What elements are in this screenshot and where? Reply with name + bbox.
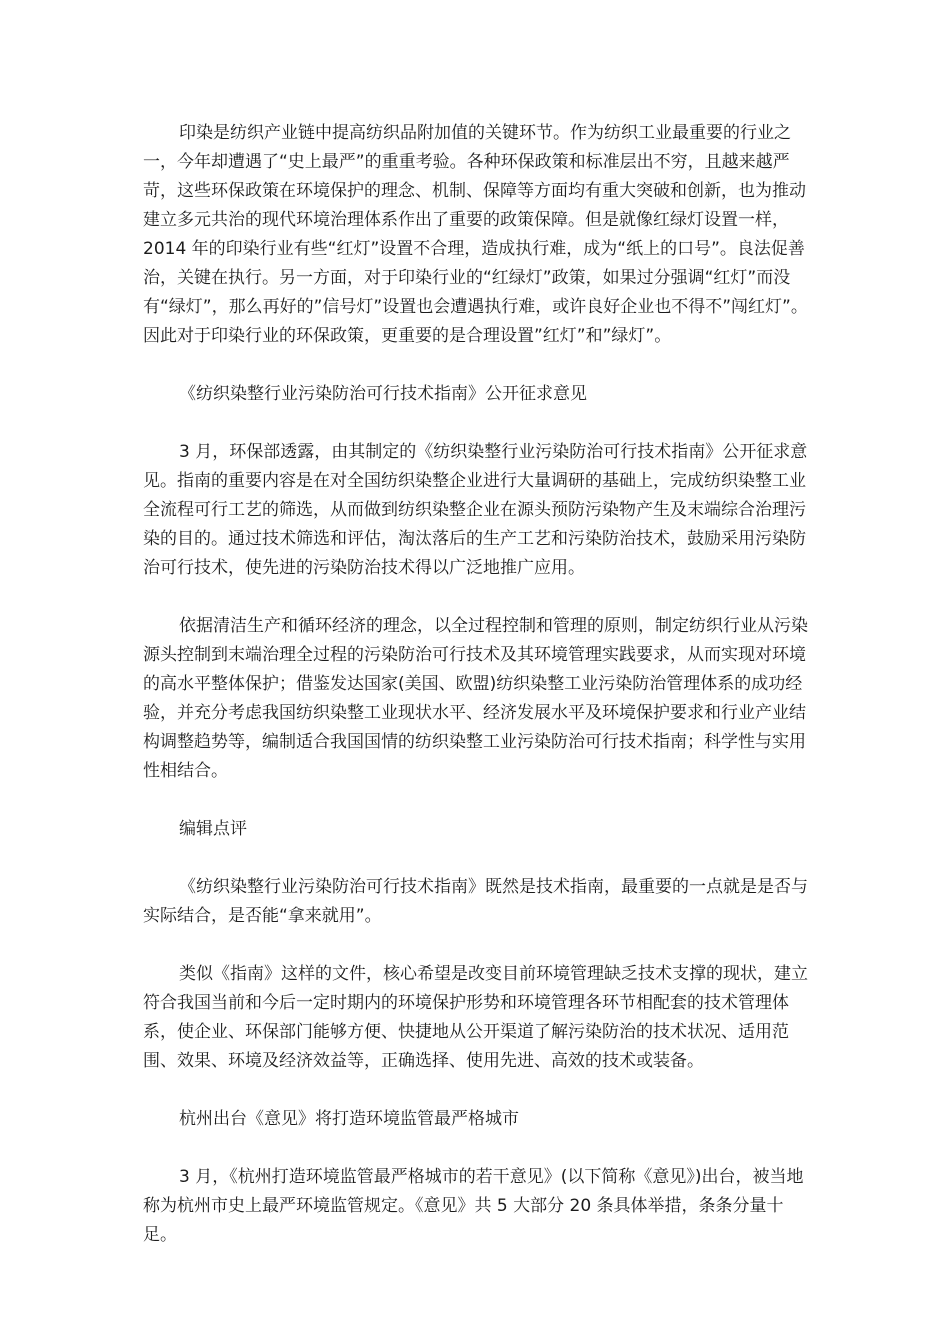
section-heading-hangzhou-opinion: 杭州出台《意见》将打造环境监管最严格城市 — [179, 1109, 519, 1129]
section-heading-technical-guide: 《纺织染整行业污染防治可行技术指南》公开征求意见 — [179, 384, 587, 404]
paragraph-editor-comment-2: 类似《指南》这样的文件，核心希望是改变目前环境管理缺乏技术支撑的现状，建立符合我国当前和今后一定时期内的环境保护形势和环境管理各环节相配套的技术管理体系，使企业、环保部门能够方便、快捷地从公开渠道了解污染防治的技术状况、适用范围、效果、环境及经济效益等，正确选择、使用先进、高效的技术或装备。 — [143, 964, 808, 1071]
paragraph-guide-consultation: 3 月，环保部透露，由其制定的《纺织染整行业污染防治可行技术指南》公开征求意见。指南的重要内容是在对全国纺织染整企业进行大量调研的基础上，完成纺织染整工业全流程可行工艺的筛选，从而做到纺织染整企业在源头预防污染物产生及末端综合治理污染的目的。通过技术筛选和评估，淘汰落后的生产工艺和污染防治技术，鼓励采用污染防治可行技术，使先进的污染防治技术得以广泛地推广应用。 — [143, 442, 808, 578]
section-heading-editor-comment: 编辑点评 — [179, 819, 247, 839]
paragraph-editor-comment-1: 《纺织染整行业污染防治可行技术指南》既然是技术指南，最重要的一点就是是否与实际结合，是否能“拿来就用”。 — [143, 877, 808, 926]
document-body — [143, 119, 815, 1279]
paragraph-hangzhou-opinion: 3 月，《杭州打造环境监管最严格城市的若干意见》(以下简称《意见》)出台，被当地称为杭州市史上最严环境监管规定。《意见》共 5 大部分 20 条具体举措，条条分量十足。 — [143, 1167, 804, 1245]
paragraph-guide-principles: 依据清洁生产和循环经济的理念，以全过程控制和管理的原则，制定纺织行业从污染源头控制到末端治理全过程的污染防治可行技术及其环境管理实践要求，从而实现对环境的高水平整体保护；借鉴发达国家(美国、欧盟)纺织染整工业污染防治管理体系的成功经验，并充分考虑我国纺织染整工业现状水平、经济发展水平及环境保护要求和行业产业结构调整趋势等，编制适合我国国情的纺织染整工业污染防治可行技术指南；科学性与实用性相结合。 — [143, 616, 808, 781]
paragraph-printing-dyeing-intro: 印染是纺织产业链中提高纺织品附加值的关键环节。作为纺织工业最重要的行业之一，今年却遭遇了“史上最严”的重重考验。各种环保政策和标准层出不穷，且越来越严苛，这些环保政策在环境保护的理念、机制、保障等方面均有重大突破和创新，也为推动建立多元共治的现代环境治理体系作出了重要的政策保障。但是就像红绿灯设置一样，2014 年的印染行业有些“红灯”设置不合理，造成执行难，成为“纸上的口号”。良法促善治，关键在执行。另一方面，对于印染行业的“红绿灯”政策，如果过分强调“红灯”而没有“绿灯”，那么再好的”信号灯”设置也会遭遇执行难，或许良好企业也不得不”闯红灯”。因此对于印染行业的环保政策，更重要的是合理设置”红灯”和”绿灯”。 — [143, 123, 808, 346]
